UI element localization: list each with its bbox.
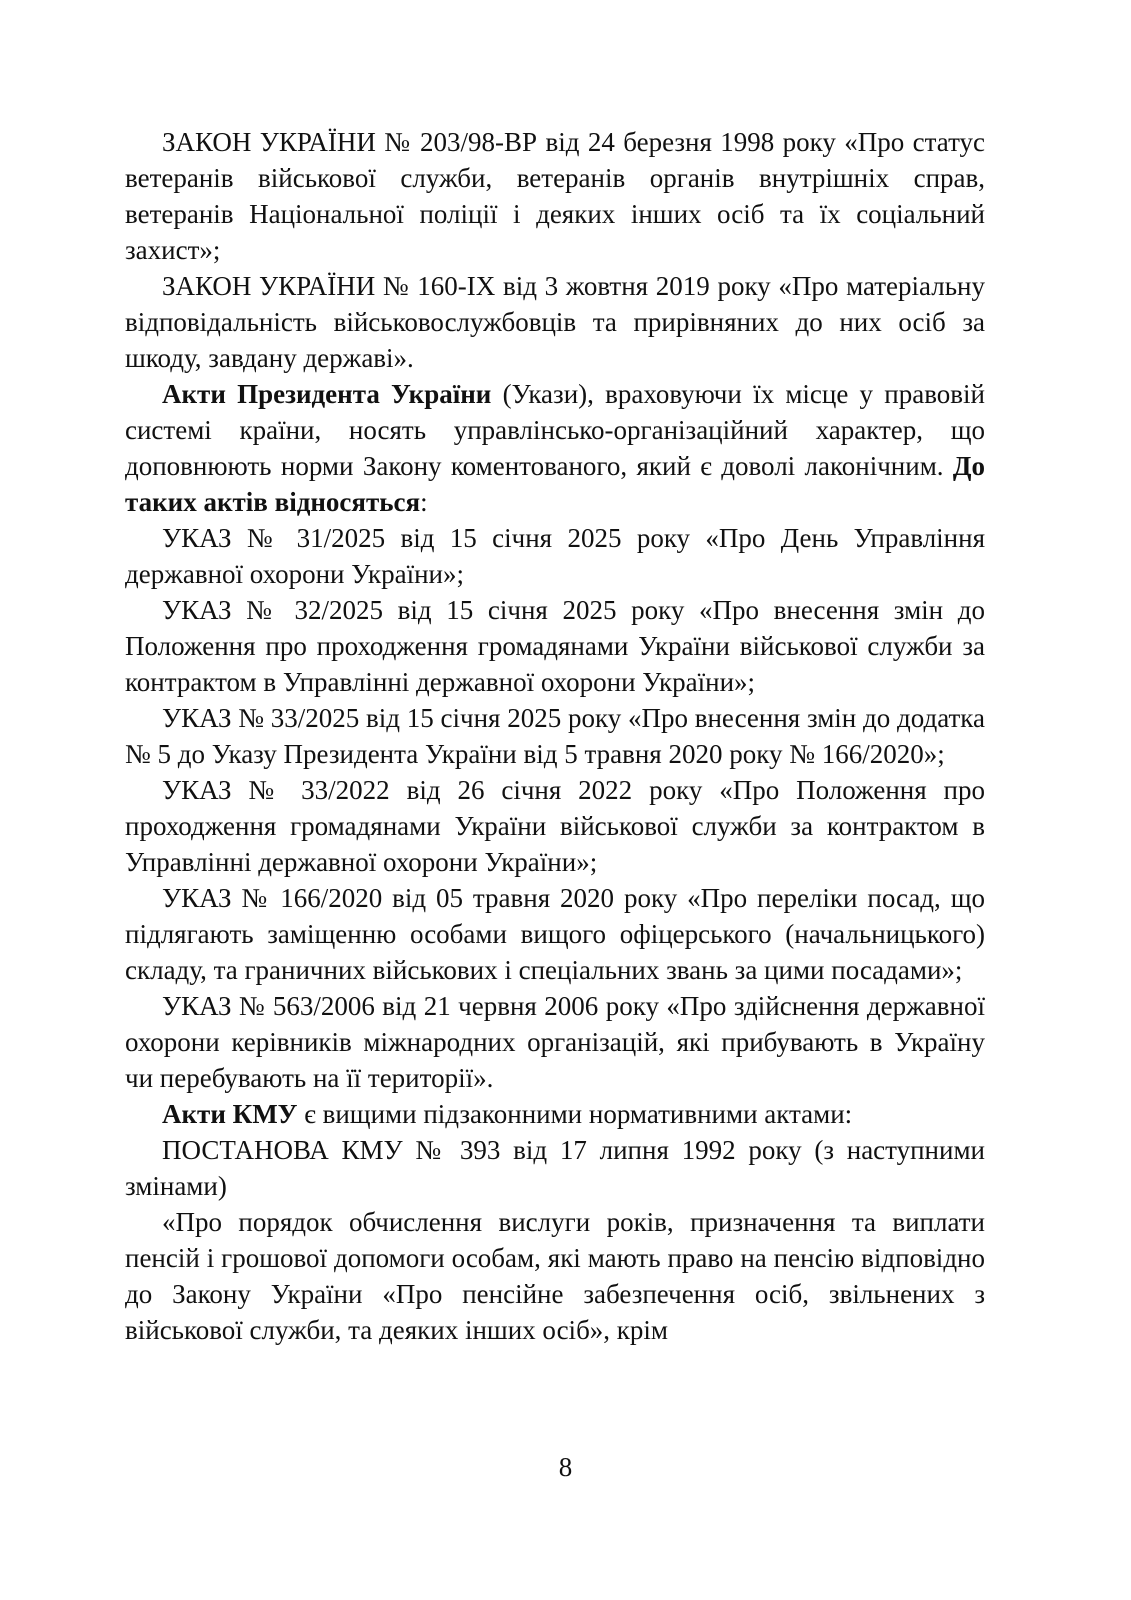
paragraph-president-acts: Акти Президента України (Укази), враховуючи їх місце у правовій системі країни, носять управлінсько-організаційний характер, що доповнюють норми Закону коментованого, який є доволі лаконічним. До таких актів відносяться: bbox=[125, 379, 985, 517]
paragraph-decree-32-2025: УКАЗ № 32/2025 від 15 січня 2025 року «Про внесення змін до Положення про проходження громадянами України військової служби за контрактом в Управлінні державної охорони України»; bbox=[125, 595, 985, 697]
heading-such-acts: До таких актів відносяться bbox=[125, 451, 985, 517]
heading-cabinet-acts: Акти КМУ bbox=[162, 1099, 298, 1129]
page-body bbox=[125, 124, 985, 1348]
heading-president-acts: Акти Президента України bbox=[162, 379, 492, 409]
paragraph-decree-33-2025: УКАЗ № 33/2025 від 15 січня 2025 року «Про внесення змін до додатка № 5 до Указу Президента України від 5 травня 2020 року № 166/2020»; bbox=[125, 703, 985, 769]
paragraph-decree-31-2025: УКАЗ № 31/2025 від 15 січня 2025 року «Про День Управління державної охорони України»; bbox=[125, 523, 985, 589]
paragraph-decree-166-2020: УКАЗ № 166/2020 від 05 травня 2020 року «Про переліки посад, що підлягають заміщенню особами вищого офіцерського (начальницького) складу, та граничних військових і спеціальних звань за цими посадами»; bbox=[125, 883, 985, 985]
paragraph-law-160-ix: ЗАКОН УКРАЇНИ № 160-IX від 3 жовтня 2019 року «Про матеріальну відповідальність військовослужбовців та прирівняних до них осіб за шкоду, завдану державі». bbox=[125, 271, 985, 373]
paragraph-cabinet-acts: Акти КМУ є вищими підзаконними нормативними актами: bbox=[162, 1099, 853, 1129]
paragraph-decree-563-2006: УКАЗ № 563/2006 від 21 червня 2006 року «Про здійснення державної охорони керівників міжнародних організацій, які прибувають в Україну чи перебувають на її території». bbox=[125, 991, 985, 1093]
paragraph-decree-33-2022: УКАЗ № 33/2022 від 26 січня 2022 року «Про Положення про проходження громадянами України військової служби за контрактом в Управлінні державної охорони України»; bbox=[125, 775, 985, 877]
paragraph-law-203-98: ЗАКОН УКРАЇНИ № 203/98-ВР від 24 березня 1998 року «Про статус ветеранів військової служби, ветеранів органів внутрішніх справ, ветеранів Національної поліції і деяких інших осіб та їх соціальний захист»; bbox=[125, 127, 985, 265]
paragraph-resolution-393: ПОСТАНОВА КМУ № 393 від 17 липня 1992 року (з наступними змінами) bbox=[125, 1135, 985, 1201]
paragraph-resolution-title: «Про порядок обчислення вислуги років, призначення та виплати пенсій і грошової допомоги особам, які мають право на пенсію відповідно до Закону України «Про пенсійне забезпечення осіб, звільнених з військової служби, та деяких інших осіб», крім bbox=[125, 1207, 985, 1345]
page-number: 8 bbox=[558, 1452, 573, 1482]
